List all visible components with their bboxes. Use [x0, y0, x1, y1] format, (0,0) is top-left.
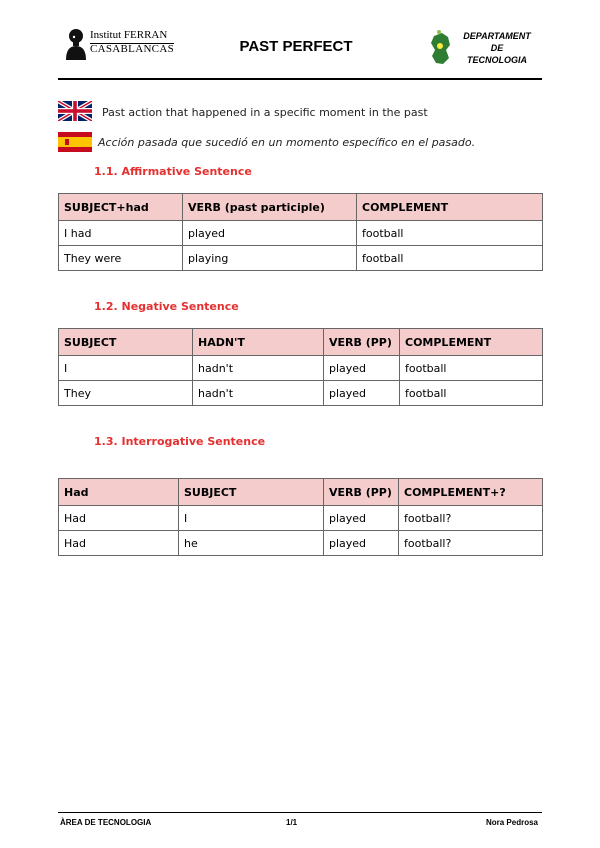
intro-spanish: Acción pasada que sucedió en un momento específico en el pasado. [98, 136, 476, 149]
table-header-row [59, 194, 543, 221]
table-header-row [59, 329, 543, 356]
table-row [59, 246, 543, 271]
header-cell: HADN'T [193, 329, 324, 356]
header-cell: VERB (PP) [324, 479, 399, 506]
intro-english: Past action that happened in a specific moment in the past [102, 106, 428, 119]
table-row [59, 221, 543, 246]
interrogative-table [58, 478, 543, 556]
department-name [452, 30, 542, 66]
footer-divider [58, 812, 542, 813]
table-cell: hadn't [193, 381, 324, 406]
table-cell: played [324, 506, 399, 531]
footer-author: Nora Pedrosa [485, 818, 538, 827]
founder-bust-icon [64, 28, 88, 60]
dept-line-3: TECNOLOGIA [467, 55, 527, 65]
table-cell: football [400, 381, 543, 406]
table-row [59, 356, 543, 381]
page-title: PAST PERFECT [239, 38, 353, 55]
header-divider [58, 78, 542, 80]
logo-line-2: CASABLANCAS [90, 43, 174, 55]
institut-logo [62, 28, 172, 62]
table-cell: football [357, 246, 543, 271]
spain-flag-icon [58, 132, 92, 152]
region-map-icon [428, 28, 454, 68]
table-cell: They [59, 381, 193, 406]
dept-line-2: DE [490, 43, 504, 53]
table-cell: I [179, 506, 324, 531]
table-cell: football? [399, 531, 543, 556]
table-row [59, 381, 543, 406]
header-cell: COMPLEMENT [357, 194, 543, 221]
negative-table [58, 328, 543, 406]
department-logo [428, 28, 548, 72]
affirmative-title: 1.1. Affirmative Sentence [94, 165, 252, 178]
table-row [59, 531, 543, 556]
footer-page-number: 1/1 [286, 818, 298, 827]
table-header-row [59, 479, 543, 506]
dept-line-1: DEPARTAMENT [463, 31, 531, 41]
table-cell: hadn't [193, 356, 324, 381]
header-cell: COMPLEMENT+? [399, 479, 543, 506]
table-row [59, 506, 543, 531]
table-cell: played [324, 531, 399, 556]
table-cell: They were [59, 246, 183, 271]
table-cell: he [179, 531, 324, 556]
header-cell: SUBJECT [59, 329, 193, 356]
footer-department: ÀREA DE TECNOLOGIA [60, 818, 152, 827]
table-cell: played [183, 221, 357, 246]
table-cell: played [324, 356, 400, 381]
table-cell: played [324, 381, 400, 406]
header-cell: VERB (past participle) [183, 194, 357, 221]
table-cell: Had [59, 531, 179, 556]
table-cell: football? [399, 506, 543, 531]
header-cell: SUBJECT+had [59, 194, 183, 221]
table-cell: I [59, 356, 193, 381]
table-cell: Had [59, 506, 179, 531]
interrogative-title: 1.3. Interrogative Sentence [94, 435, 266, 448]
table-cell: playing [183, 246, 357, 271]
affirmative-table [58, 193, 543, 271]
header-cell: COMPLEMENT [400, 329, 543, 356]
header-cell: VERB (PP) [324, 329, 400, 356]
header-cell: SUBJECT [179, 479, 324, 506]
uk-flag-icon [58, 101, 92, 121]
table-cell: football [400, 356, 543, 381]
negative-title: 1.2. Negative Sentence [94, 300, 239, 313]
logo-line-1: Institut FERRAN [90, 29, 168, 41]
header-cell: Had [59, 479, 179, 506]
table-cell: football [357, 221, 543, 246]
table-cell: I had [59, 221, 183, 246]
